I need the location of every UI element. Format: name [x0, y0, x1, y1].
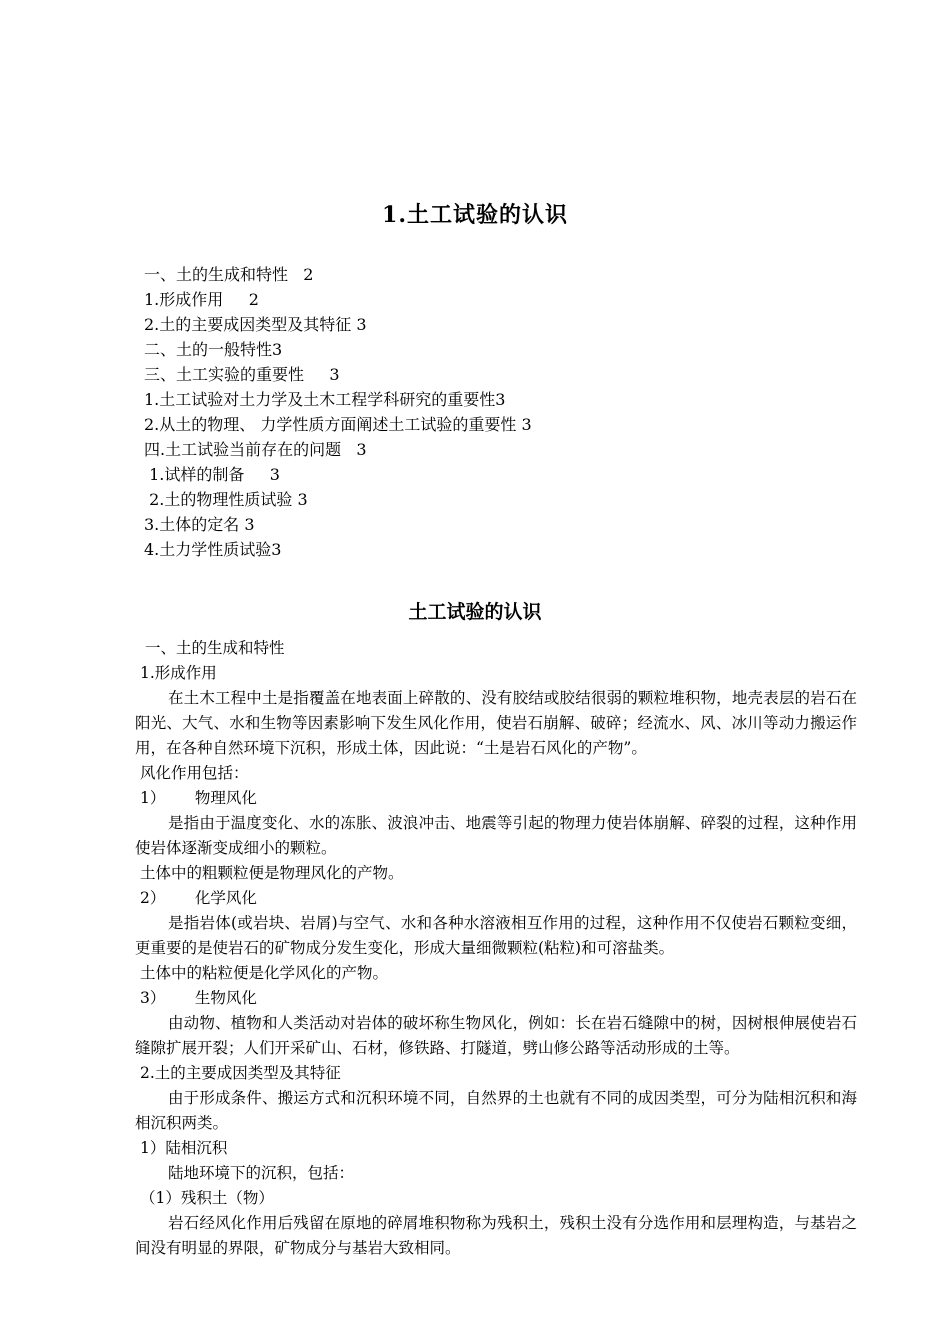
toc-entry[interactable]: 一、土的生成和特性 2: [144, 265, 314, 284]
list-item: （1）残积土（物）: [140, 1189, 274, 1207]
heading-level1: 一、土的生成和特性: [145, 639, 285, 657]
heading-level2: 1.形成作用: [140, 664, 217, 682]
list-item: 2） 化学风化: [140, 889, 257, 907]
paragraph: 是指岩体(或岩块、岩屑)与空气、水和各种水溶液相互作用的过程，这种作用不仅使岩石颗粒变细，更重要的是使岩石的矿物成分发生变化，形成大量细微颗粒(粘粒)和可溶盐类。: [135, 914, 857, 957]
document-body: [135, 636, 857, 1261]
section-title: 土工试验的认识: [408, 601, 542, 623]
toc-entry[interactable]: 三、土工实验的重要性 3: [144, 365, 340, 384]
paragraph: 由于形成条件、搬运方式和沉积环境不同，自然界的土也就有不同的成因类型，可分为陆相沉积和海相沉积两类。: [135, 1089, 857, 1132]
paragraph: 是指由于温度变化、水的冻胀、波浪冲击、地震等引起的物理力使岩体崩解、碎裂的过程，这种作用使岩体逐渐变成细小的颗粒。: [135, 814, 857, 857]
table-of-contents: [144, 262, 532, 562]
paragraph: 在土木工程中土是指覆盖在地表面上碎散的、没有胶结或胶结很弱的颗粒堆积物，地壳表层的岩石在阳光、大气、水和生物等因素影响下发生风化作用，使岩石崩解、破碎；经流水、风、冰川等动力搬运作用，在各种自然环境下沉积，形成土体，因此说：“土是岩石风化的产物”。: [135, 689, 857, 757]
list-item: 1） 物理风化: [140, 789, 257, 807]
toc-entry[interactable]: 2.土的主要成因类型及其特征 3: [144, 315, 367, 334]
heading-level2: 2.土的主要成因类型及其特征: [140, 1064, 341, 1082]
paragraph: 土体中的粘粒便是化学风化的产物。: [140, 964, 389, 982]
toc-entry[interactable]: 1.土工试验对土力学及土木工程学科研究的重要性3: [144, 390, 506, 409]
toc-entry[interactable]: 2.土的物理性质试验 3: [144, 490, 308, 509]
list-item: 3） 生物风化: [140, 989, 257, 1007]
paragraph: 风化作用包括：: [140, 764, 249, 782]
toc-entry[interactable]: 1.试样的制备 3: [144, 465, 280, 484]
toc-entry[interactable]: 2.从土的物理、 力学性质方面阐述土工试验的重要性 3: [144, 415, 532, 434]
paragraph: 陆地环境下的沉积，包括：: [168, 1164, 355, 1182]
list-item: 1）陆相沉积: [140, 1139, 228, 1157]
document-title: 1.土工试验的认识: [382, 202, 568, 228]
toc-entry[interactable]: 4.土力学性质试验3: [144, 540, 282, 559]
paragraph: 由动物、植物和人类活动对岩体的破坏称生物风化，例如：长在岩石缝隙中的树，因树根伸展使岩石缝隙扩展开裂；人们开采矿山、石材，修铁路、打隧道，劈山修公路等活动形成的土等。: [135, 1014, 857, 1057]
toc-entry[interactable]: 3.土体的定名 3: [144, 515, 255, 534]
toc-entry[interactable]: 1.形成作用 2: [144, 290, 259, 309]
toc-entry[interactable]: 二、土的一般特性3: [144, 340, 283, 359]
paragraph: 岩石经风化作用后残留在原地的碎屑堆积物称为残积土，残积土没有分选作用和层理构造，与基岩之间没有明显的界限，矿物成分与基岩大致相同。: [135, 1214, 857, 1257]
paragraph: 土体中的粗颗粒便是物理风化的产物。: [140, 864, 404, 882]
toc-entry[interactable]: 四.土工试验当前存在的问题 3: [144, 440, 367, 459]
